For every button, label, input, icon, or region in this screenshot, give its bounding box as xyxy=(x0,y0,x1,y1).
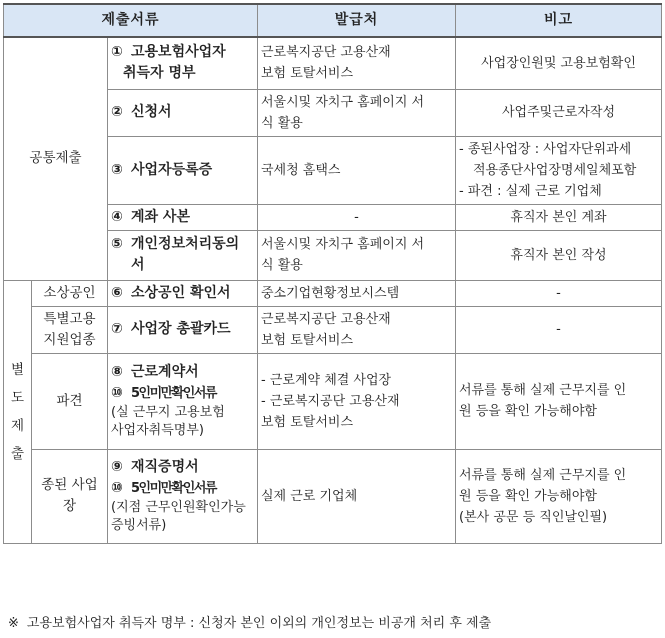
document-name-text: 개인정보처리동의 xyxy=(131,236,240,252)
note-line: 서류를 통해 실제 근무지를 인 xyxy=(459,383,627,398)
item-number: ② xyxy=(111,104,123,120)
document-name-text: 5인미만확인서류 xyxy=(131,481,216,496)
subcategory-line: 소상공인 xyxy=(43,284,96,301)
issuer-line: 식 활용 xyxy=(261,258,303,273)
document-name-line xyxy=(111,383,254,404)
document-name-line xyxy=(111,234,254,255)
issuer-line: 실제 근로 기업체 xyxy=(261,488,358,504)
document-name-line xyxy=(111,102,254,123)
note-line: 원 등을 확인 가능해야함 xyxy=(459,488,597,504)
subcategory-line: 장 xyxy=(62,498,77,514)
note-line: 사업주및근로자작성 xyxy=(501,105,616,120)
note-line: (본사 공문 등 직인날인필) xyxy=(459,509,608,525)
document-name-cell xyxy=(108,353,258,449)
header-issuer: 발급처 xyxy=(258,4,456,37)
note-cell xyxy=(456,449,662,543)
table-row xyxy=(4,37,662,89)
item-number: ⑧ xyxy=(111,364,123,380)
issuer-line: 중소기업현황정보시스템 xyxy=(261,285,400,301)
document-name-text: 고용보험사업자 xyxy=(131,44,226,61)
document-name-line xyxy=(111,478,254,499)
subcategory-cell xyxy=(32,306,108,353)
document-name-line xyxy=(111,319,254,340)
header-note: 비고 xyxy=(456,4,662,37)
separate-group-char: 제 xyxy=(10,417,25,434)
separate-group-char: 별 xyxy=(10,361,25,378)
item-number: ⑨ xyxy=(111,459,123,475)
separate-section xyxy=(4,280,662,543)
document-name-cell xyxy=(108,89,258,136)
subcategory-cell xyxy=(32,353,108,449)
document-name-text: 서 xyxy=(131,257,145,273)
issuer-line: 서울시및 자치구 홈페이지 서 xyxy=(261,94,425,110)
document-name-text: 사업자등록증 xyxy=(131,161,213,178)
footnote xyxy=(8,612,491,631)
document-name-cell xyxy=(108,37,258,89)
subcategory-line: 특별고용 xyxy=(43,310,96,327)
header-documents: 제출서류 xyxy=(4,4,258,37)
subcategory-line: 지원업종 xyxy=(43,331,96,348)
required-documents-table xyxy=(3,3,662,544)
table-row xyxy=(4,449,662,543)
note-cell xyxy=(456,89,662,136)
note-line: 원 등을 확인 가능해야함 xyxy=(459,404,597,419)
document-name-text: 사업장 총괄카드 xyxy=(131,321,231,337)
document-name-cell xyxy=(108,280,258,306)
issuer-line: 국세청 홈택스 xyxy=(261,162,341,178)
issuer-line: 근로복지공단 고용산재 xyxy=(261,45,391,61)
issuer-cell xyxy=(258,306,456,353)
note-cell xyxy=(456,280,662,306)
issuer-line: 근로복지공단 고용산재 xyxy=(261,311,391,327)
issuer-line: - 근로복지공단 고용산재 xyxy=(261,393,400,409)
item-number: ③ xyxy=(111,161,123,178)
issuer-cell xyxy=(258,136,456,204)
footnote-mark: ※ xyxy=(8,616,19,631)
header-row xyxy=(4,4,662,37)
note-line: 적용종단사업장명세일체포함 xyxy=(473,162,637,178)
issuer-line: - xyxy=(354,209,359,225)
document-name-text: 근로계약서 xyxy=(131,364,199,380)
issuer-cell xyxy=(258,89,456,136)
issuer-line: - 근로계약 체결 사업장 xyxy=(261,372,392,388)
footnote-text: 고용보험사업자 취득자 명부 : 신청자 본인 이외의 개인정보는 비공개 처리 후 제출 xyxy=(26,616,492,631)
note-cell xyxy=(456,353,662,449)
document-name-cell xyxy=(108,306,258,353)
issuer-line: 식 활용 xyxy=(261,115,303,131)
document-name-cell xyxy=(108,136,258,204)
item-number: ① xyxy=(111,44,123,61)
note-line: - xyxy=(556,322,561,337)
document-name-line xyxy=(111,160,254,181)
table-row xyxy=(4,280,662,306)
document-name-text: 신청서 xyxy=(131,104,172,120)
note-line: 휴직자 본인 계좌 xyxy=(510,209,607,225)
subcategory-cell xyxy=(32,449,108,543)
note-line: - 파견 : 실제 근로 기업체 xyxy=(459,183,602,199)
note-cell xyxy=(456,230,662,280)
note-line: 서류를 통해 실제 근무지를 인 xyxy=(459,467,627,483)
document-name-line xyxy=(111,362,254,383)
document-name-cell xyxy=(108,204,258,230)
document-name-line xyxy=(111,42,254,63)
subcategory-line: 종된 사업 xyxy=(41,477,98,493)
common-group-label: 공통제출 xyxy=(4,37,108,280)
document-detail-line: 증빙서류) xyxy=(111,518,167,533)
issuer-cell xyxy=(258,449,456,543)
item-number: ⑩ xyxy=(111,480,123,496)
note-cell xyxy=(456,37,662,89)
note-line: - xyxy=(556,285,561,301)
item-number: ④ xyxy=(111,208,123,225)
document-name-text: 계좌 사본 xyxy=(131,208,190,225)
note-line: - 종된사업장 : 사업자단위과세 xyxy=(459,141,632,157)
issuer-line: 보험 토탈서비스 xyxy=(261,332,354,348)
document-name-line xyxy=(111,255,254,276)
document-name-cell xyxy=(108,230,258,280)
separate-group-label xyxy=(4,280,32,543)
separate-group-char: 도 xyxy=(10,389,25,406)
document-name-text: 취득자 명부 xyxy=(123,65,196,82)
item-number: ⑦ xyxy=(111,321,123,337)
note-cell xyxy=(456,306,662,353)
document-name-line xyxy=(111,63,254,84)
note-cell xyxy=(456,136,662,204)
document-name-text: 소상공인 확인서 xyxy=(131,284,231,301)
issuer-line: 보험 토탈서비스 xyxy=(261,66,354,82)
note-line: 사업장인원및 고용보험확인 xyxy=(481,55,636,71)
document-detail-line: 사업자취득명부) xyxy=(111,423,204,438)
item-number: ⑩ xyxy=(111,385,123,401)
issuer-cell xyxy=(258,37,456,89)
item-number: ⑤ xyxy=(111,236,123,252)
common-section xyxy=(4,37,662,280)
document-name-line xyxy=(111,283,254,304)
document-name-text: 재직증명서 xyxy=(131,459,199,475)
document-name-line xyxy=(111,457,254,478)
issuer-line: 서울시및 자치구 홈페이지 서 xyxy=(261,237,425,252)
table-row xyxy=(4,306,662,353)
subcategory-cell xyxy=(32,280,108,306)
separate-group-char: 출 xyxy=(10,445,25,462)
document-name-cell xyxy=(108,449,258,543)
issuer-cell xyxy=(258,280,456,306)
table-row xyxy=(4,353,662,449)
subcategory-line: 파견 xyxy=(56,392,83,409)
note-line: 휴직자 본인 작성 xyxy=(510,247,607,263)
document-detail-line: (지점 근무인원확인가능 xyxy=(111,500,246,515)
document-detail-line: (실 근무지 고용보험 xyxy=(111,405,225,420)
document-name-line xyxy=(111,207,254,228)
item-number: ⑥ xyxy=(111,284,123,301)
issuer-cell xyxy=(258,230,456,280)
issuer-cell xyxy=(258,204,456,230)
issuer-cell xyxy=(258,353,456,449)
note-cell xyxy=(456,204,662,230)
document-name-text: 5인미만확인서류 xyxy=(131,386,216,401)
issuer-line: 보험 토탈서비스 xyxy=(261,414,354,430)
